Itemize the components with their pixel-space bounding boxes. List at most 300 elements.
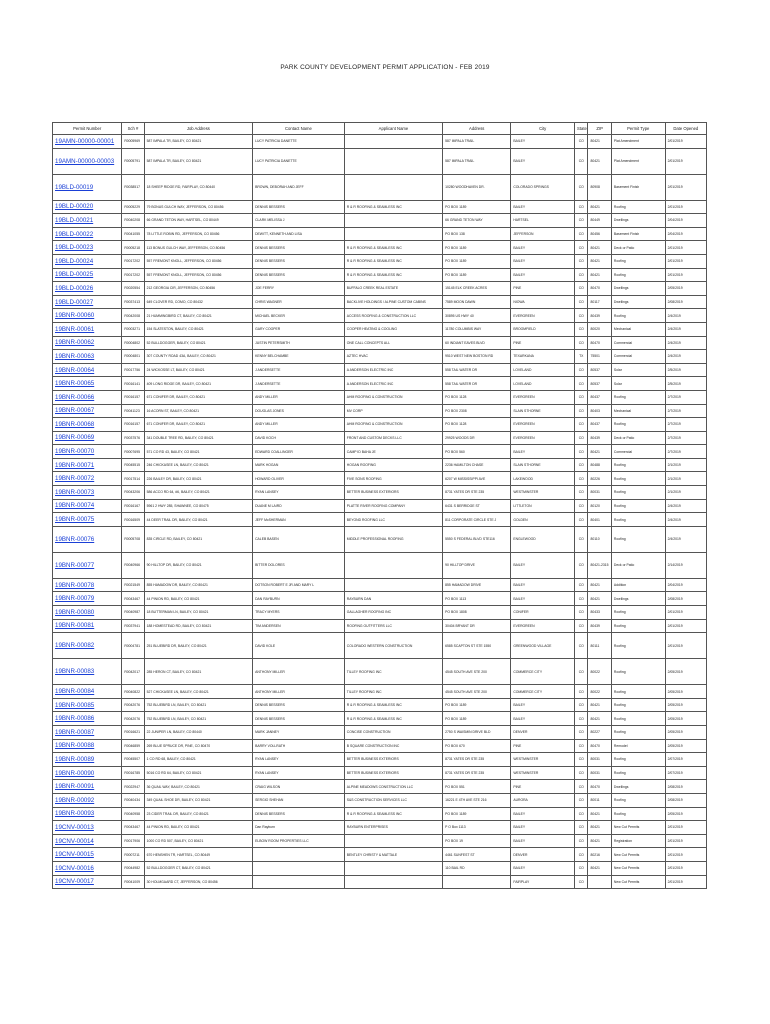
table-row (53, 241, 707, 255)
cell-city: COLORADO SPRINGS (511, 174, 575, 200)
cell-address: 4461 SUNFEST ST (443, 848, 511, 862)
cell-permit-type: Roofing (611, 390, 665, 404)
table-row (53, 834, 707, 848)
cell-permit-number[interactable]: 19CNV-00017 (53, 875, 122, 889)
cell-permit-type: Roofing (611, 200, 665, 214)
cell-state: CO (575, 552, 588, 578)
cell-zip: 80439 (588, 431, 611, 445)
cell-permit-number[interactable]: 19BNR-00075 (53, 513, 122, 527)
cell-sch-number: R0042076 (122, 712, 144, 726)
cell-date-opened: 2/7/2019 (665, 431, 706, 445)
cell-contact-name: TIM ANDERSEN (253, 619, 345, 633)
cell-job-address: 587 IMPALA TR, BAILEY, CO 80421 (144, 148, 252, 174)
header-row (53, 123, 707, 135)
cell-sch-number: R0016785 (122, 766, 144, 780)
cell-contact-name: DENNIS BESSERS (253, 712, 345, 726)
cell-applicant-name: AHM ROOFING & CONSTRUCTION (344, 390, 442, 404)
table-row (53, 726, 707, 740)
cell-permit-number[interactable]: 19BNR-00080 (53, 606, 122, 620)
cell-city: BAILEY (511, 552, 575, 578)
cell-date-opened: 2/7/2019 (665, 445, 706, 459)
cell-date-opened: 2/05/2019 (665, 685, 706, 699)
cell-sch-number: R0045507 (122, 753, 144, 767)
cell-permit-number[interactable]: 19BLD-00023 (53, 241, 122, 255)
cell-applicant-name: R & R ROOFING & SEAMLESS INC (344, 712, 442, 726)
cell-permit-number[interactable]: 19BNR-00065 (53, 377, 122, 391)
cell-applicant-name: FIVE SONS ROOFING (344, 472, 442, 486)
cell-date-opened: 2/08/2019 (665, 295, 706, 309)
cell-date-opened: 2/08/2019 (665, 592, 706, 606)
cell-date-opened: 2/07/2019 (665, 766, 706, 780)
cell-sch-number: R0043467 (122, 821, 144, 835)
cell-permit-type: Commercial (611, 350, 665, 364)
cell-city: BAILEY (511, 445, 575, 459)
cell-state: CO (575, 659, 588, 685)
cell-zip: 80216 (588, 848, 611, 862)
cell-contact-name: JEFF McSHERMAN (253, 513, 345, 527)
cell-job-address: 79 BONUS GULCH WAY, JEFFERSON, CO 80456 (144, 200, 252, 214)
cell-contact-name: BARRY VOLLRATH (253, 739, 345, 753)
cell-job-address: 251 BLUEBIRD DR, BAILEY, CO 80421 (144, 633, 252, 659)
cell-permit-type: Roofing (611, 254, 665, 268)
cell-zip: 80421 (588, 148, 611, 174)
cell-contact-name: J ANDERSETTE (253, 363, 345, 377)
cell-sch-number: R0005969 (122, 135, 144, 149)
cell-permit-number[interactable]: 19BNR-00079 (53, 592, 122, 606)
cell-zip: 80421 (588, 698, 611, 712)
cell-state: CO (575, 499, 588, 513)
cell-permit-number[interactable]: 19BNR-00076 (53, 526, 122, 552)
table-row (53, 445, 707, 459)
cell-city: CONIFER (511, 606, 575, 620)
header-permit-number: Permit Number (53, 123, 122, 135)
cell-contact-name: DOUGLAS JONES (253, 404, 345, 418)
cell-job-address: 557 FREMONT KNOLL, JEFFERSON, CO 80456 (144, 268, 252, 282)
cell-address: PO BOX 1113 (443, 592, 511, 606)
cell-state: CO (575, 766, 588, 780)
cell-state: CO (575, 336, 588, 350)
header-contact-name: Contact Name (253, 123, 345, 135)
cell-permit-number[interactable]: 19BNR-00092 (53, 793, 122, 807)
cell-permit-number[interactable]: 19CNV-00015 (53, 848, 122, 862)
cell-job-address: 44 DEER TRAIL DR, BAILEY, CO 80421 (144, 513, 252, 527)
cell-job-address: 246 CHICKASEE LN, BAILEY, CO 80421 (144, 458, 252, 472)
cell-state: CO (575, 712, 588, 726)
cell-city: BAILEY (511, 861, 575, 875)
cell-sch-number: R0016167 (122, 499, 144, 513)
cell-applicant-name: HOGAN ROOFING (344, 458, 442, 472)
cell-date-opened: 2/05/2019 (665, 712, 706, 726)
cell-permit-type: Remodel (611, 739, 665, 753)
cell-zip: 80439 (588, 619, 611, 633)
cell-sch-number: R0007211 (122, 848, 144, 862)
cell-state: CO (575, 445, 588, 459)
cell-city: PINE (511, 780, 575, 794)
cell-applicant-name: R & R ROOFING & SEAMLESS INC (344, 200, 442, 214)
cell-permit-type: Roofing (611, 458, 665, 472)
cell-applicant-name: BENTLEY CHRISTY & MATTALE (344, 848, 442, 862)
cell-job-address: 586 ACCO RD 64, #6, BAILEY, CO 80421 (144, 486, 252, 500)
cell-applicant-name (344, 227, 442, 241)
cell-permit-number[interactable]: 19BNR-00083 (53, 659, 122, 685)
cell-applicant-name: BETTER BUSINESS EXTERIORS (344, 486, 442, 500)
cell-permit-type: New Cut Permits (611, 848, 665, 862)
header-sch-number: Sch # (122, 123, 144, 135)
cell-permit-number[interactable]: 19BLD-00019 (53, 174, 122, 200)
cell-applicant-name (344, 834, 442, 848)
cell-city: BAILEY (511, 698, 575, 712)
cell-city: DENVER (511, 848, 575, 862)
cell-date-opened: 2/08/2019 (665, 793, 706, 807)
cell-city: SLAIN STHORNE (511, 458, 575, 472)
cell-date-opened: 2/4/2019 (665, 322, 706, 336)
cell-permit-number[interactable]: 19BNR-00082 (53, 633, 122, 659)
cell-address: PO BOX 1189 (443, 807, 511, 821)
cell-permit-type: Solar (611, 363, 665, 377)
cell-zip: 80421 (588, 445, 611, 459)
cell-permit-number[interactable]: 19BNR-00073 (53, 486, 122, 500)
table-row (53, 254, 707, 268)
cell-job-address: 21 HUMMINGBIRD CT, BAILEY, CO 80421 (144, 309, 252, 323)
cell-date-opened: 2/01/2019 (665, 875, 706, 889)
cell-sch-number: R0037413 (122, 295, 144, 309)
cell-permit-number[interactable]: 19BNR-00089 (53, 753, 122, 767)
table-row (53, 268, 707, 282)
cell-permit-number[interactable]: 19BNR-00091 (53, 780, 122, 794)
cell-date-opened: 2/04/2019 (665, 214, 706, 228)
cell-state: CO (575, 241, 588, 255)
cell-job-address: 855 HAMADOW DR, BAILEY, CO 80421 (144, 578, 252, 592)
cell-permit-number[interactable]: 19BNR-00088 (53, 739, 122, 753)
cell-permit-number[interactable]: 19CNV-00013 (53, 821, 122, 835)
cell-job-address: 23 CIDER TRAIL DR, BAILEY, CO 80421 (144, 807, 252, 821)
cell-permit-number[interactable]: 19BNR-00087 (53, 726, 122, 740)
cell-zip: 80470 (588, 282, 611, 296)
cell-permit-number[interactable]: 19BNR-00084 (53, 685, 122, 699)
cell-address: 11780 COLUMBIS WAY (443, 322, 511, 336)
cell-address (443, 875, 511, 889)
cell-permit-number[interactable]: 19BLD-00022 (53, 227, 122, 241)
cell-applicant-name (344, 578, 442, 592)
cell-permit-number[interactable]: 19BNR-00090 (53, 766, 122, 780)
cell-state: CO (575, 486, 588, 500)
cell-state: CO (575, 174, 588, 200)
cell-permit-number[interactable]: 19BLD-00020 (53, 200, 122, 214)
cell-zip: 80110 (588, 526, 611, 552)
cell-state: CO (575, 377, 588, 391)
cell-permit-number[interactable]: 19BNR-00060 (53, 309, 122, 323)
cell-city: PINE (511, 282, 575, 296)
cell-city: PINE (511, 336, 575, 350)
cell-address: PO BOX 560 (443, 445, 511, 459)
table-row (53, 295, 707, 309)
table-row (53, 606, 707, 620)
cell-zip: 80470 (588, 780, 611, 794)
cell-permit-number[interactable]: 19BNR-00078 (53, 578, 122, 592)
cell-city: FAIRPLAY (511, 875, 575, 889)
cell-permit-number[interactable]: 19BNR-00062 (53, 336, 122, 350)
cell-sch-number: R0017202 (122, 268, 144, 282)
cell-permit-type: Roofing (611, 712, 665, 726)
cell-applicant-name: FRONT AND CUSTOM DECKS LLC (344, 431, 442, 445)
cell-job-address: 44 PINION RD, BAILEY, CO 80421 (144, 821, 252, 835)
cell-permit-type: Commercial (611, 336, 665, 350)
cell-applicant-name: BUFFALO CREEK REAL ESTATE (344, 282, 442, 296)
cell-state: CO (575, 726, 588, 740)
cell-address: 29925 WOODS DR (443, 431, 511, 445)
cell-date-opened: 2/08/2019 (665, 780, 706, 794)
cell-permit-number[interactable]: 19CNV-00014 (53, 834, 122, 848)
cell-permit-number[interactable]: 19BNR-00071 (53, 458, 122, 472)
cell-applicant-name: R & R ROOFING & SEAMLESS INC (344, 241, 442, 255)
cell-zip: 80456 (588, 227, 611, 241)
cell-permit-number[interactable]: 19AMN-00000-00001 (53, 135, 122, 149)
header-city: City (511, 123, 575, 135)
cell-applicant-name: TILLEY ROOFING INC (344, 685, 442, 699)
cell-contact-name: LUCY PATRICIA DANETTE (253, 135, 345, 149)
cell-date-opened: 2/05/2019 (665, 807, 706, 821)
cell-applicant-name: RAYBURN ENTERPRISES (344, 821, 442, 835)
header-state: State (575, 123, 588, 135)
cell-permit-type: Deck or Patio (611, 552, 665, 578)
cell-contact-name: DAVID KOCH (253, 431, 345, 445)
cell-contact-name: KENNY BELCHAMBE (253, 350, 345, 364)
cell-city: COMMERCE CITY (511, 685, 575, 699)
cell-job-address: 671 CONIFER DR, BAILEY, CO 80421 (144, 418, 252, 432)
table-row (53, 753, 707, 767)
cell-address: 4545 SOUTH AVE STE 200 (443, 685, 511, 699)
cell-address: PO BOX 2308 (443, 404, 511, 418)
cell-applicant-name: BEYOND ROOFING LLC (344, 513, 442, 527)
header-permit-type: Permit Type (611, 123, 665, 135)
cell-job-address: 269 BLUE SPRUCE DR, PINE, CO 80470 (144, 739, 252, 753)
cell-date-opened: 2/01/2019 (665, 606, 706, 620)
cell-zip: 80470 (588, 336, 611, 350)
cell-zip: 80437 (588, 418, 611, 432)
cell-state: CO (575, 821, 588, 835)
cell-job-address: 409 LONG RIDGE DR, BAILEY, CO 80421 (144, 377, 252, 391)
cell-address: 8731 YATES DR STE 235 (443, 766, 511, 780)
cell-permit-number[interactable]: 19BNR-00086 (53, 712, 122, 726)
cell-job-address: 835 CIRCLE RD, BAILEY, CO 80421 (144, 526, 252, 552)
cell-address: PO BOX 551 (443, 780, 511, 794)
cell-permit-number[interactable]: 19BNR-00063 (53, 350, 122, 364)
cell-address: 16221 E 4TH AVE STE 216 (443, 793, 511, 807)
cell-job-address: 649 CLOVER RD, COMO, CO 80432 (144, 295, 252, 309)
table-row (53, 513, 707, 527)
cell-zip: 80022 (588, 659, 611, 685)
cell-zip: 80031 (588, 766, 611, 780)
cell-city: TEXARKANA (511, 350, 575, 364)
cell-city: LOVELAND (511, 377, 575, 391)
cell-contact-name: CLARK MELISSA J (253, 214, 345, 228)
cell-city: BAILEY (511, 148, 575, 174)
cell-state: CO (575, 322, 588, 336)
cell-city: HARTSEL (511, 214, 575, 228)
cell-sch-number: R0043467 (122, 592, 144, 606)
cell-city: EVERGREEN (511, 431, 575, 445)
cell-applicant-name: MV CORP (344, 404, 442, 418)
cell-sch-number: R0040434 (122, 793, 144, 807)
cell-contact-name: DENNIS BESSERS (253, 254, 345, 268)
cell-zip: 80537 (588, 363, 611, 377)
cell-permit-number[interactable]: 19BNR-00072 (53, 472, 122, 486)
table-row (53, 552, 707, 578)
cell-permit-number[interactable]: 19BLD-00027 (53, 295, 122, 309)
cell-applicant-name (344, 174, 442, 200)
cell-permit-number[interactable]: 19AMN-00000-00003 (53, 148, 122, 174)
cell-address: PO BOX 1128 (443, 390, 511, 404)
cell-applicant-name: A ANDERSON ELECTRIC INC (344, 377, 442, 391)
cell-address: PO BOX 1189 (443, 712, 511, 726)
cell-permit-type: Dwellings (611, 295, 665, 309)
table-row (53, 390, 707, 404)
cell-job-address: 188 HOMESTEAD RD, BAILEY, CO 80421 (144, 619, 252, 633)
cell-sch-number: R0040208 (122, 214, 144, 228)
cell-permit-type: New Cut Permits (611, 861, 665, 875)
cell-permit-type: Roofing (611, 606, 665, 620)
cell-sch-number: R0021549 (122, 578, 144, 592)
cell-job-address: 587 IMPALA TR, BAILEY, CO 80421 (144, 135, 252, 149)
cell-permit-number[interactable]: 19BNR-00068 (53, 418, 122, 432)
cell-permit-number[interactable]: 19BNR-00069 (53, 431, 122, 445)
cell-date-opened: 2/7/2019 (665, 390, 706, 404)
cell-permit-number[interactable]: 19BNR-00074 (53, 499, 122, 513)
table-row (53, 350, 707, 364)
cell-contact-name: BITTER DOLORES (253, 552, 345, 578)
cell-permit-number[interactable]: 19BLD-00026 (53, 282, 122, 296)
cell-address: P O Box 1113 (443, 821, 511, 835)
cell-state: CO (575, 578, 588, 592)
cell-state: CO (575, 606, 588, 620)
cell-zip: 80120 (588, 499, 611, 513)
cell-permit-type: Mechanical (611, 404, 665, 418)
table-row (53, 807, 707, 821)
cell-zip: 80433 (588, 606, 611, 620)
cell-date-opened: 2/7/2019 (665, 418, 706, 432)
cell-zip: 80111 (588, 633, 611, 659)
cell-state: CO (575, 633, 588, 659)
table-row (53, 592, 707, 606)
table-row (53, 135, 707, 149)
cell-applicant-name: AHM ROOFING & CONSTRUCTION (344, 418, 442, 432)
cell-applicant-name: COOPER HEATING & COOLING (344, 322, 442, 336)
cell-job-address: 671 CONIFER DR, BAILEY, CO 80421 (144, 390, 252, 404)
cell-date-opened: 2/01/2019 (665, 254, 706, 268)
cell-job-address: 5961 2 HWY 285, SHAWNEE, CO 80475 (144, 499, 252, 513)
table-row (53, 821, 707, 835)
cell-permit-type: New Cut Permits (611, 875, 665, 889)
cell-permit-type: Roofing (611, 659, 665, 685)
cell-permit-number[interactable]: 19BNR-00061 (53, 322, 122, 336)
table-row (53, 499, 707, 513)
cell-sch-number: R0017906 (122, 834, 144, 848)
cell-job-address: 1000 CO RD 507, BAILEY, CO 80421 (144, 834, 252, 848)
cell-state: CO (575, 780, 588, 794)
cell-sch-number: R0044982 (122, 861, 144, 875)
cell-sch-number: R0040966 (122, 552, 144, 578)
cell-permit-number[interactable]: 19BNR-00093 (53, 807, 122, 821)
cell-city: BAILEY (511, 135, 575, 149)
cell-address: 4545 SOUTH AVE STE 200 (443, 659, 511, 685)
table-row (53, 848, 707, 862)
cell-applicant-name: TILLEY ROOFING INC (344, 659, 442, 685)
cell-state: CO (575, 861, 588, 875)
cell-zip: 80022 (588, 685, 611, 699)
cell-state: CO (575, 148, 588, 174)
cell-address: PO BOX 138 (443, 227, 511, 241)
cell-state: CO (575, 268, 588, 282)
cell-permit-type: Roofing (611, 513, 665, 527)
cell-contact-name: BROWN, DEBORAH AND JEFF (253, 174, 345, 200)
cell-contact-name: DOTSON ROBERT E JR AND MARY L (253, 578, 345, 592)
cell-permit-type: Commercial (611, 445, 665, 459)
cell-zip: 80421 (588, 807, 611, 821)
cell-sch-number: R0004802 (122, 336, 144, 350)
cell-permit-number[interactable]: 19BLD-00021 (53, 214, 122, 228)
cell-contact-name: ANTHONY MILLER (253, 659, 345, 685)
cell-date-opened: 2/01/2019 (665, 821, 706, 835)
cell-applicant-name: RAYBURN DAN (344, 592, 442, 606)
cell-sch-number: R0005229 (122, 200, 144, 214)
cell-sch-number: R0017756 (122, 363, 144, 377)
cell-permit-number[interactable]: 19BNR-00070 (53, 445, 122, 459)
cell-address: 2236 HAMILTON CHASE (443, 458, 511, 472)
cell-contact-name: RYAN LANSEY (253, 486, 345, 500)
cell-date-opened: 2/01/2019 (665, 148, 706, 174)
cell-city: ENGLEWOOD (511, 526, 575, 552)
cell-zip: 80421 (588, 821, 611, 835)
cell-permit-number[interactable]: 19BNR-00081 (53, 619, 122, 633)
cell-permit-number[interactable]: 19BLD-00025 (53, 268, 122, 282)
cell-permit-number[interactable]: 19BNR-00066 (53, 390, 122, 404)
cell-state: CO (575, 431, 588, 445)
header-address: Address (443, 123, 511, 135)
cell-address: 10280 WOODHAVEN DR. (443, 174, 511, 200)
cell-permit-type: Addition (611, 578, 665, 592)
cell-contact-name: DENNIS BESSERS (253, 241, 345, 255)
cell-sch-number: R0004801 (122, 350, 144, 364)
table-row (53, 619, 707, 633)
cell-sch-number: R0017202 (122, 254, 144, 268)
cell-permit-type: Dwellings (611, 592, 665, 606)
cell-date-opened: 2/5/2019 (665, 377, 706, 391)
cell-address: 66 GRAND TETON WAY (443, 214, 511, 228)
cell-permit-number[interactable]: 19BNR-00085 (53, 698, 122, 712)
cell-contact-name: JOE FERRY (253, 282, 345, 296)
cell-permit-number[interactable]: 19CNV-00016 (53, 861, 122, 875)
cell-applicant-name (344, 135, 442, 149)
cell-sch-number: R0040822 (122, 685, 144, 699)
cell-address: 90 HILLTOP DRIVE (443, 552, 511, 578)
cell-permit-type: Roofing (611, 698, 665, 712)
cell-permit-number[interactable]: 19BNR-00064 (53, 363, 122, 377)
cell-state: CO (575, 227, 588, 241)
cell-date-opened: 2/05/2019 (665, 739, 706, 753)
cell-permit-number[interactable]: 19BNR-00067 (53, 404, 122, 418)
cell-applicant-name: AZTEC HVAC (344, 350, 442, 364)
cell-state: CO (575, 685, 588, 699)
cell-permit-number[interactable]: 19BLD-00024 (53, 254, 122, 268)
cell-permit-type: New Cut Permits (611, 821, 665, 835)
table-row (53, 404, 707, 418)
cell-address: 110 BAIL RD (443, 861, 511, 875)
cell-sch-number: R0005791 (122, 148, 144, 174)
cell-applicant-name: ALPINE MEADOWS CONSTRUCTION LLC (344, 780, 442, 794)
cell-permit-number[interactable]: 19BNR-00077 (53, 552, 122, 578)
cell-date-opened: 2/01/2019 (665, 174, 706, 200)
cell-date-opened: 2/01/2019 (665, 861, 706, 875)
